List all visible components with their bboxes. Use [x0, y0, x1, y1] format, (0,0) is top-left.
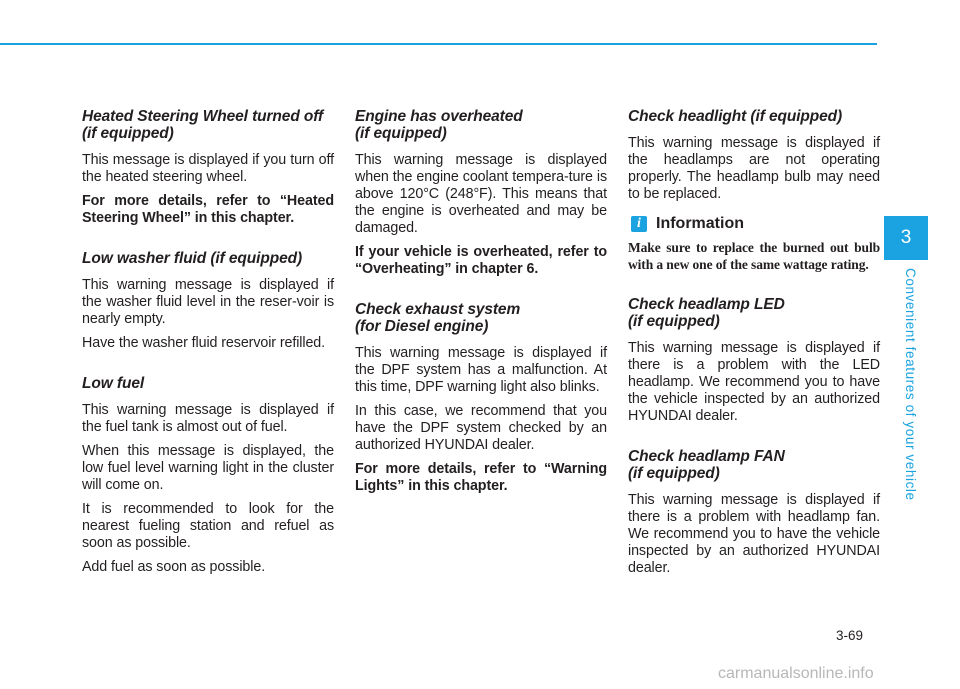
chapter-side-title: Convenient features of your vehicle: [903, 268, 918, 501]
paragraph: This warning message is displayed if the washer fluid level in the reser-voir is nearly empty.: [82, 277, 334, 327]
page-number: 3-69: [836, 628, 864, 643]
paragraph: In this case, we recommend that you have the DPF system checked by an authorized HYUNDAI dealer.: [355, 403, 607, 453]
paragraph: This warning message is displayed if the DPF system has a malfunction. At this time, DPF warning light also blinks.: [355, 345, 607, 395]
title-line: (if equipped): [628, 465, 720, 482]
column-right: [628, 108, 880, 584]
paragraph: This message is displayed if you turn off the heated steering wheel.: [82, 152, 334, 185]
reference-note: For more details, refer to “Heated Steering Wheel” in this chapter.: [82, 193, 334, 226]
paragraph: This warning message is displayed if there is a problem with the LED headlamp. We recommend you to have the vehicle inspected by an authorized HYUNDAI dealer.: [628, 340, 880, 424]
paragraph: This warning message is displayed when the engine coolant tempera-ture is above 120°C (248°F). This means that the engine is overheated and may be damaged.: [355, 152, 607, 236]
paragraph: This warning message is displayed if there is a problem with headlamp fan. We recommend you to have the vehicle inspected by an authorized HYUNDAI dealer.: [628, 492, 880, 576]
header-rule: [0, 43, 877, 45]
paragraph: It is recommended to look for the nearest fueling station and refuel as soon as possible.: [82, 501, 334, 551]
chapter-number-tab: 3: [884, 216, 928, 260]
watermark: carmanualsonline.info: [718, 665, 874, 682]
title-line: Check headlamp FAN: [628, 448, 785, 465]
information-title: Information: [656, 215, 744, 232]
paragraph: Have the washer fluid reservoir refilled.: [82, 335, 326, 351]
title-line: Check headlamp LED: [628, 296, 785, 313]
section-title-low-fuel: Low fuel: [82, 375, 145, 392]
section-title-low-washer: Low washer fluid (if equipped): [82, 250, 303, 267]
column-middle: [355, 108, 607, 502]
paragraph: This warning message is displayed if the fuel tank is almost out of fuel.: [82, 402, 334, 435]
title-line: (if equipped): [628, 313, 720, 330]
paragraph: Add fuel as soon as possible.: [82, 559, 266, 575]
title-line: Check exhaust system: [355, 301, 521, 318]
title-line: (if equipped): [355, 125, 447, 142]
section-title-check-headlamp-led: [628, 296, 880, 330]
information-icon: i: [631, 216, 647, 232]
paragraph: This warning message is displayed if the headlamps are not operating properly. The headlamp bulb may need to be replaced.: [628, 135, 880, 202]
section-title-heated-steering: Heated Steering Wheel turned off (if equipped): [82, 108, 324, 142]
information-text: Make sure to replace the burned out bulb with a new one of the same wattage rating.: [628, 240, 880, 272]
section-title-engine-overheated: [355, 108, 607, 142]
section-title-check-headlamp-fan: [628, 448, 880, 482]
paragraph: When this message is displayed, the low fuel level warning light in the cluster will come on.: [82, 443, 334, 493]
reference-note: For more details, refer to “Warning Lights” in this chapter.: [355, 461, 607, 494]
title-line: (for Diesel engine): [355, 318, 489, 335]
information-header: [628, 215, 880, 233]
title-line: Engine has overheated: [355, 108, 523, 125]
section-title-check-exhaust: [355, 301, 607, 335]
section-title-check-headlight: Check headlight (if equipped): [628, 108, 843, 125]
reference-note: If your vehicle is overheated, refer to “Overheating” in chapter 6.: [355, 244, 607, 277]
column-left: [82, 108, 334, 583]
